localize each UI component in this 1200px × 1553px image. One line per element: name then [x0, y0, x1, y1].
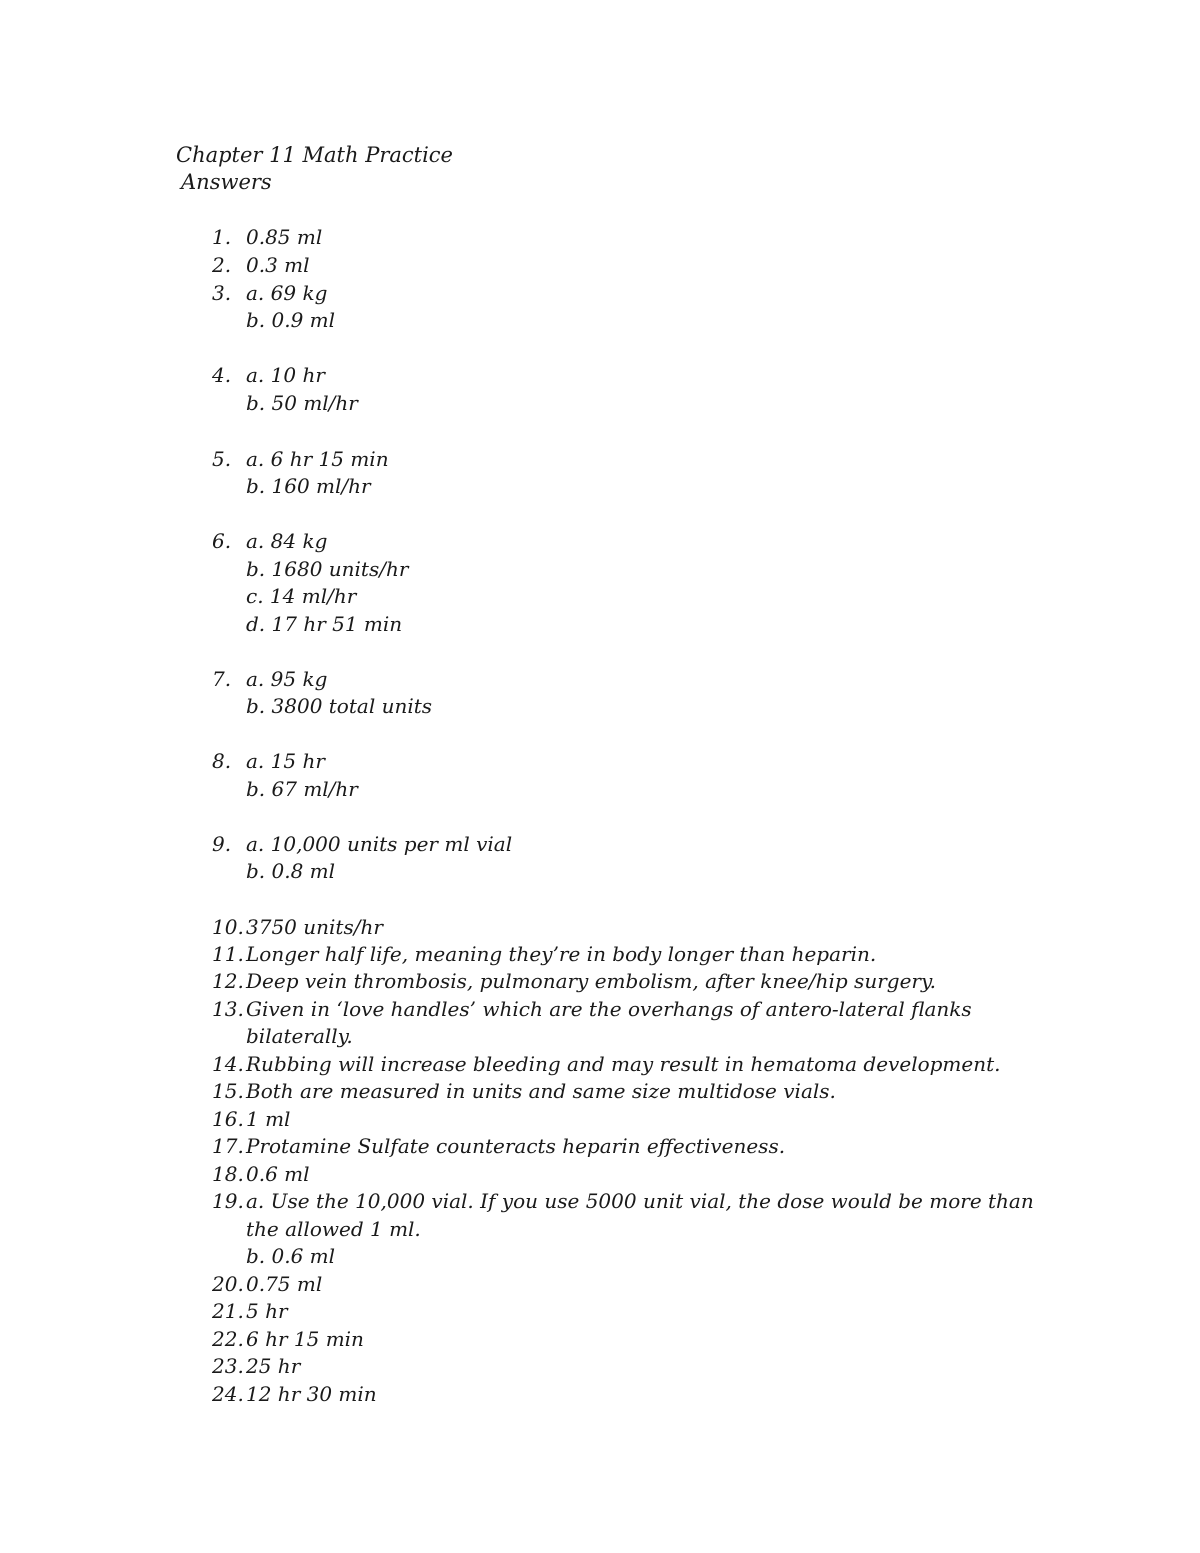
- answer-number: 22.: [212, 1327, 244, 1351]
- answer-number: 11.: [212, 942, 244, 966]
- answer-number: 16.: [212, 1107, 244, 1131]
- answer-number: 13.: [212, 997, 244, 1021]
- answer-number: 12.: [212, 969, 244, 993]
- answer-text: 1 ml: [246, 1107, 291, 1131]
- answer-text: a. 69 kg: [246, 281, 328, 305]
- answer-number: 24.: [212, 1382, 244, 1406]
- answer-text: 0.85 ml: [246, 225, 323, 249]
- answer-number: 7.: [212, 667, 232, 691]
- answer-text: d. 17 hr 51 min: [246, 612, 403, 636]
- answer-text: 0.3 ml: [246, 253, 310, 277]
- answer-text: 0.75 ml: [246, 1272, 323, 1296]
- answer-number: 21.: [212, 1299, 244, 1323]
- answer-text: a. 10,000 units per ml vial: [246, 832, 513, 856]
- answer-number: 20.: [212, 1272, 244, 1296]
- answer-text: b. 67 ml/hr: [246, 777, 358, 801]
- answer-number: 17.: [212, 1134, 244, 1158]
- answer-text: 12 hr 30 min: [246, 1382, 377, 1406]
- answer-text: b. 1680 units/hr: [246, 557, 409, 581]
- answer-number: 4.: [212, 363, 232, 387]
- answer-number: 1.: [212, 225, 232, 249]
- answer-text: Longer half life, meaning they’re in body longer than heparin.: [246, 942, 877, 966]
- answer-number: 8.: [212, 749, 232, 773]
- answer-text: a. 95 kg: [246, 667, 328, 691]
- answer-text: a. 6 hr 15 min: [246, 447, 389, 471]
- page-title: Chapter 11 Math Practice: [176, 143, 453, 167]
- answer-text: Deep vein thrombosis, pulmonary embolism, after knee/hip surgery.: [246, 969, 936, 993]
- page-subtitle: Answers: [181, 170, 272, 194]
- answer-number: 9.: [212, 832, 232, 856]
- answer-text: a. Use the 10,000 vial. If you use 5000 unit vial, the dose would be more than: [246, 1189, 1034, 1213]
- answer-number: 23.: [212, 1354, 244, 1378]
- answer-text: the allowed 1 ml.: [246, 1217, 421, 1241]
- answer-text: b. 0.6 ml: [246, 1244, 336, 1268]
- answer-text: b. 160 ml/hr: [246, 474, 371, 498]
- answer-number: 5.: [212, 447, 232, 471]
- answer-text: b. 3800 total units: [246, 694, 433, 718]
- answer-text: 0.6 ml: [246, 1162, 310, 1186]
- answer-text: 5 hr: [246, 1299, 288, 1323]
- answer-text: 25 hr: [246, 1354, 301, 1378]
- answer-number: 10.: [212, 915, 244, 939]
- answer-text: b. 50 ml/hr: [246, 391, 358, 415]
- answer-number: 14.: [212, 1052, 244, 1076]
- answer-text: a. 15 hr: [246, 749, 325, 773]
- answer-text: a. 84 kg: [246, 529, 328, 553]
- answer-number: 2.: [212, 253, 232, 277]
- answer-number: 6.: [212, 529, 232, 553]
- answer-text: Rubbing will increase bleeding and may result in hematoma development.: [246, 1052, 1001, 1076]
- answer-number: 19.: [212, 1189, 244, 1213]
- answer-text: 6 hr 15 min: [246, 1327, 364, 1351]
- answer-text: Protamine Sulfate counteracts heparin effectiveness.: [246, 1134, 786, 1158]
- answer-text: b. 0.8 ml: [246, 859, 336, 883]
- answer-text: bilaterally.: [246, 1024, 353, 1048]
- answer-text: Both are measured in units and same size multidose vials.: [246, 1079, 836, 1103]
- answer-number: 15.: [212, 1079, 244, 1103]
- answer-text: b. 0.9 ml: [246, 308, 336, 332]
- answer-text: c. 14 ml/hr: [246, 584, 357, 608]
- answer-text: Given in ‘love handles’ which are the overhangs of antero-lateral flanks: [246, 997, 972, 1021]
- answer-number: 18.: [212, 1162, 244, 1186]
- answer-number: 3.: [212, 281, 232, 305]
- answer-text: a. 10 hr: [246, 363, 325, 387]
- answer-text: 3750 units/hr: [246, 915, 383, 939]
